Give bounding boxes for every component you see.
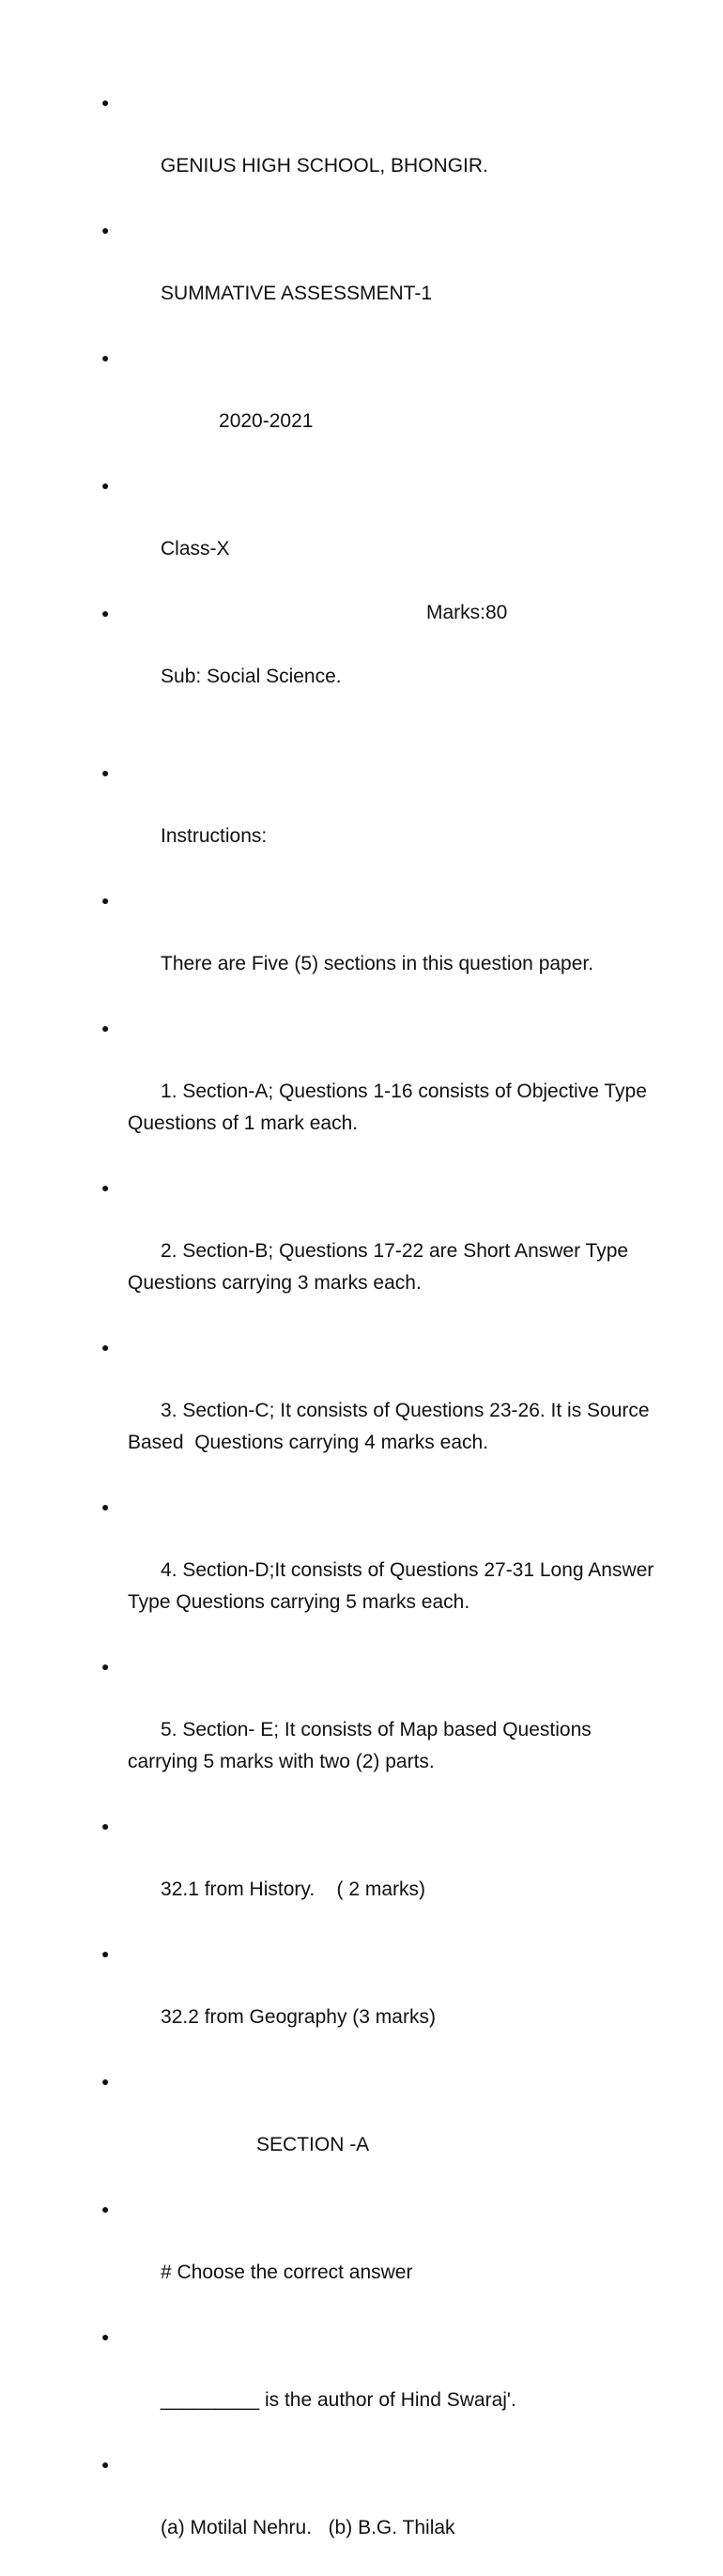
list-item-sections-count [101, 884, 665, 1012]
bullet-icon: ● [101, 1180, 110, 1195]
bullet-icon: ● [101, 95, 110, 110]
list-item-section-heading [101, 2065, 665, 2193]
section-heading: SECTION -A [256, 2134, 370, 2155]
bullet-icon: ● [101, 1946, 110, 1961]
bullet-icon: ● [101, 1659, 110, 1674]
academic-year: 2020-2021 [219, 410, 314, 432]
bullet-icon: ● [101, 2329, 110, 2344]
bullet-icon: ● [101, 1020, 110, 1035]
answer-options: (a) Motilal Nehru. (b) B.G. Thilak [161, 2517, 455, 2538]
bullet-icon: ● [101, 893, 110, 908]
instruction-text: 1. Section-A; Questions 1-16 consists of Objective Type Questions of 1 mark each. [128, 1081, 653, 1134]
bullet-icon: ● [101, 1818, 110, 1833]
assessment-title: SUMMATIVE ASSESSMENT-1 [161, 283, 433, 304]
bullet-icon: ● [101, 1499, 110, 1514]
instructions-heading: Instructions: [161, 825, 268, 847]
list-item-assessment [101, 214, 665, 342]
list-item-section-c [101, 1331, 665, 1491]
bullet-icon: ● [101, 2201, 110, 2216]
list-item-options [101, 2448, 665, 2576]
list-item-geography [101, 1938, 665, 2065]
bulleted-list [101, 86, 665, 2576]
question-instruction: # Choose the correct answer [161, 2262, 413, 2283]
list-item-school-name [101, 86, 665, 214]
list-item-section-b [101, 1172, 665, 1331]
list-item-choose [101, 2193, 665, 2321]
instruction-text: 5. Section- E; It consists of Map based Questions carrying 5 marks with two (2) parts. [128, 1719, 597, 1772]
list-item-section-e [101, 1650, 665, 1810]
instruction-text: 4. Section-D;It consists of Questions 27-31 Long Answer Type Questions carrying 5 marks each. [128, 1559, 659, 1613]
bullet-icon: ● [101, 478, 110, 493]
list-item-section-a [101, 1012, 665, 1172]
instruction-text: 2. Section-B; Questions 17-22 are Short Answer Type Questions carrying 3 marks each. [128, 1240, 634, 1294]
list-item-class [101, 469, 665, 597]
list-item-question-1 [101, 2321, 665, 2448]
school-name: GENIUS HIGH SCHOOL, BHONGIR. [161, 155, 488, 176]
class-label: Class-X [161, 538, 230, 560]
instruction-text: 32.1 from History. ( 2 marks) [161, 1878, 426, 1900]
bullet-icon: ● [101, 606, 110, 621]
list-item-instructions [101, 757, 665, 884]
instruction-text: There are Five (5) sections in this question paper. [161, 953, 594, 974]
bullet-icon: ● [101, 350, 110, 365]
subject-label: Sub: Social Science. [161, 666, 342, 687]
list-item-section-d [101, 1491, 665, 1650]
bullet-icon: ● [101, 2457, 110, 2472]
bullet-icon: ● [101, 222, 110, 238]
instruction-text: 32.2 from Geography (3 marks) [161, 2006, 436, 2028]
list-item-history [101, 1810, 665, 1938]
marks-label: Marks:80 [426, 602, 508, 623]
question-text: _________ is the author of Hind Swaraj'. [161, 2389, 516, 2411]
bullet-icon: ● [101, 765, 110, 780]
list-item-subject [101, 597, 665, 757]
bullet-icon: ● [101, 1340, 110, 1355]
instruction-text: 3. Section-C; It consists of Questions 23-26. It is Source Based Questions carrying 4 marks each. [128, 1400, 655, 1453]
list-item-year [101, 342, 665, 469]
bullet-icon: ● [101, 2074, 110, 2089]
